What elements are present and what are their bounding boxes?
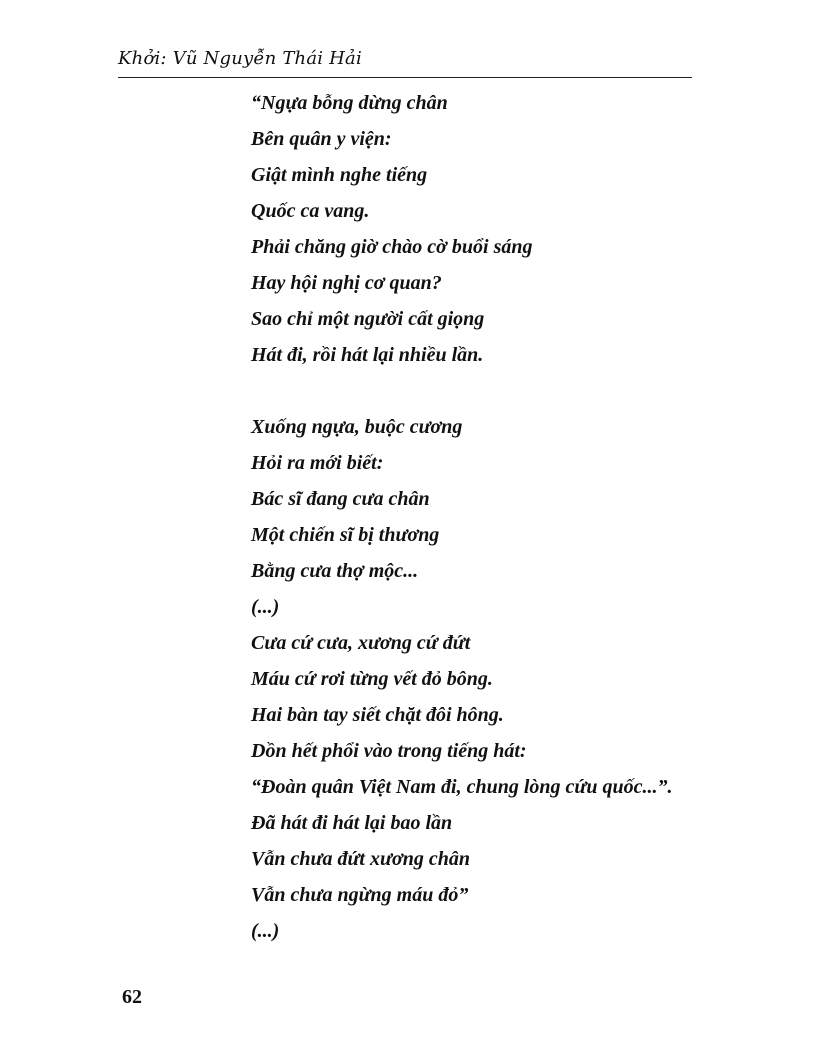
poem-line: “Đoàn quân Việt Nam đi, chung lòng cứu quốc...”. <box>251 776 673 798</box>
poem-line: Vẫn chưa đứt xương chân <box>251 848 470 870</box>
poem-line: “Ngựa bỗng dừng chân <box>251 92 448 114</box>
poem-line: Đã hát đi hát lại bao lần <box>251 812 453 834</box>
poem-line: Bác sĩ đang cưa chân <box>251 488 430 510</box>
poem-line: (...) <box>251 920 280 942</box>
header-rule <box>118 77 692 78</box>
poem-body <box>251 88 771 952</box>
poem-line: Hai bàn tay siết chặt đôi hông. <box>251 704 504 726</box>
poem-line: Quốc ca vang. <box>251 200 370 222</box>
poem-line: Sao chỉ một người cất giọng <box>251 308 485 330</box>
poem-line: Xuống ngựa, buộc cương <box>251 416 463 438</box>
poem-line: Giật mình nghe tiếng <box>251 164 428 186</box>
poem-line: Vẫn chưa ngừng máu đỏ” <box>251 884 469 906</box>
poem-line: Một chiến sĩ bị thương <box>251 524 440 546</box>
poem-line: Hát đi, rồi hát lại nhiều lần. <box>251 344 484 366</box>
poem-line: Cưa cứ cưa, xương cứ đứt <box>251 632 471 654</box>
poem-line: Máu cứ rơi từng vết đỏ bông. <box>251 668 493 690</box>
poem-line: Phải chăng giờ chào cờ buổi sáng <box>251 236 533 258</box>
poem-line: Bằng cưa thợ mộc... <box>251 560 419 582</box>
poem-line: Hỏi ra mới biết: <box>251 452 384 474</box>
running-header: Khởi: Vũ Nguyễn Thái Hải <box>118 48 362 69</box>
stanza-break <box>251 376 771 412</box>
poem-line: Dồn hết phổi vào trong tiếng hát: <box>251 740 527 762</box>
poem-line: (...) <box>251 596 280 618</box>
page-number: 62 <box>122 986 142 1008</box>
poem-line: Bên quân y viện: <box>251 128 392 150</box>
poem-line: Hay hội nghị cơ quan? <box>251 272 442 294</box>
